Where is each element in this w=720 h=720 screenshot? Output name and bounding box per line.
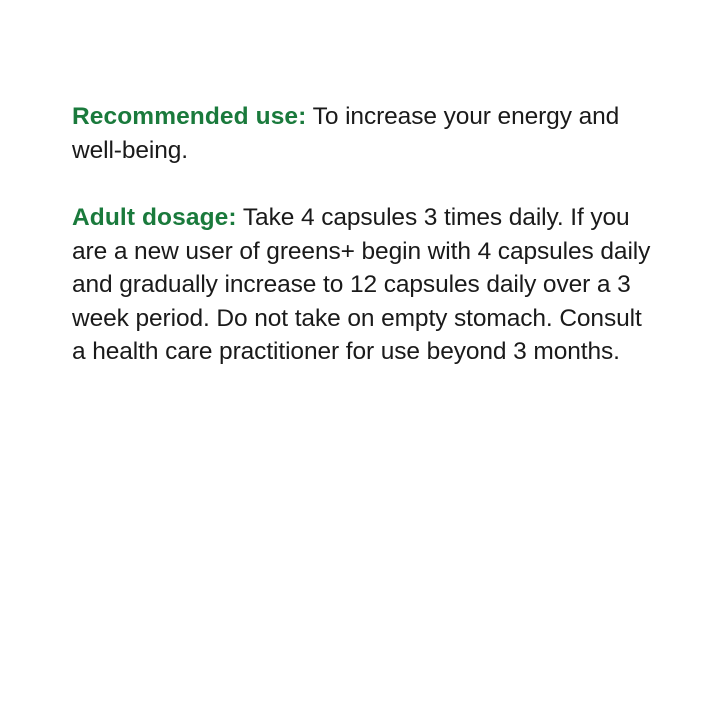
adult-dosage-paragraph [72, 201, 652, 369]
adult-dosage-heading: Adult dosage: [72, 204, 237, 232]
recommended-use-heading: Recommended use: [72, 103, 307, 130]
recommended-use-paragraph [72, 100, 652, 167]
recommended-use-section [72, 100, 652, 167]
recommended-use-body: To increase your energy and well-being. [72, 103, 620, 164]
adult-dosage-section [72, 201, 652, 369]
adult-dosage-body: Take 4 capsules 3 times daily. If you are a new user of greens+ begin with 4 capsules daily and gradually increase to 12 capsules daily over a 3 week period. Do not take on empty stomach. Consult a health care practitioner for use beyond 3 months. [72, 204, 651, 366]
